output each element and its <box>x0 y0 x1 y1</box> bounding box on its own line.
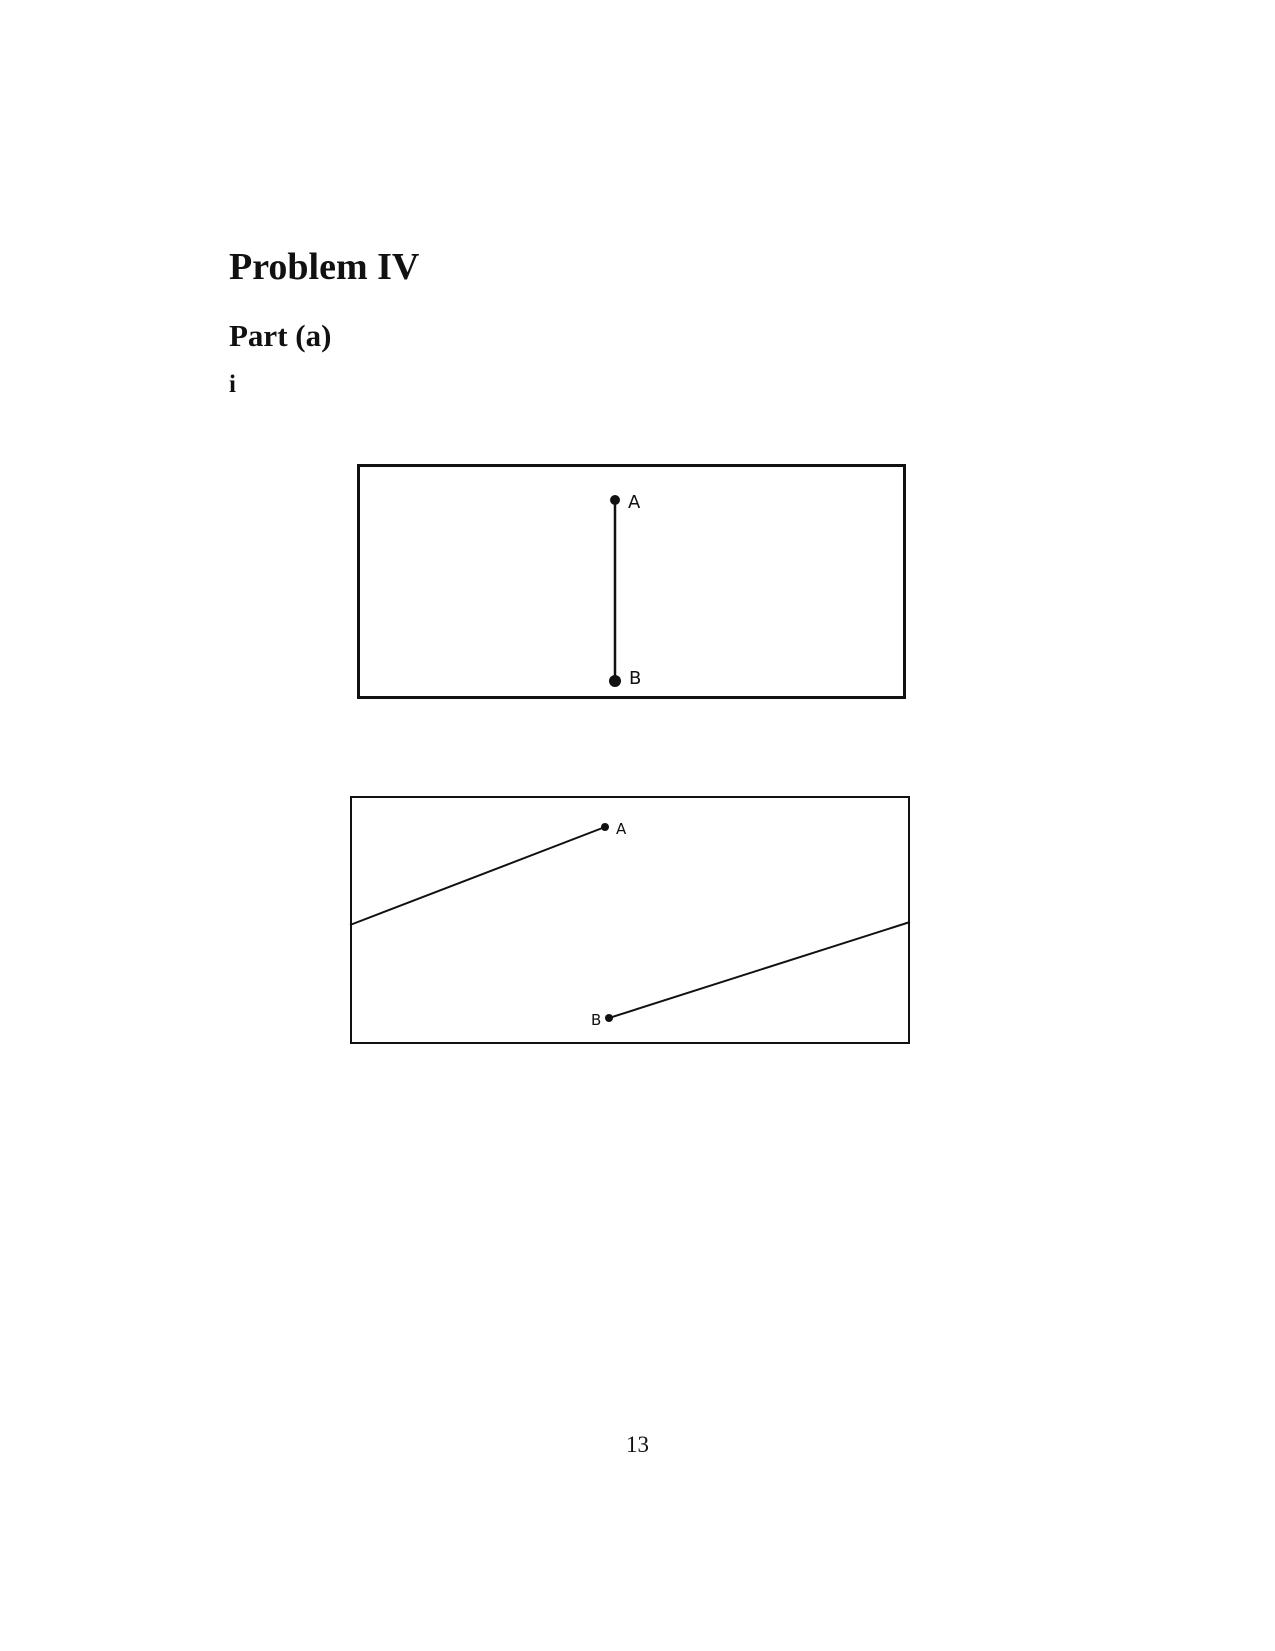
figure-vertical-segment <box>357 464 906 699</box>
part-heading: Part (a) <box>229 318 332 353</box>
point-a-label: A <box>628 492 641 513</box>
segment-a-to-left-edge <box>350 827 605 925</box>
segment-b-to-right-edge <box>609 922 910 1018</box>
problem-title: Problem IV <box>229 246 420 288</box>
point-a <box>610 495 620 505</box>
point-a-label: A <box>616 820 627 838</box>
figure-frame <box>351 797 909 1043</box>
point-b <box>609 675 621 687</box>
point-b-label: B <box>629 668 642 689</box>
point-b <box>605 1014 613 1022</box>
point-a <box>601 823 609 831</box>
figure-wrapped-segment <box>350 796 910 1044</box>
subpart-heading: i <box>229 371 236 398</box>
point-b-label: B <box>591 1011 602 1029</box>
page-number: 13 <box>626 1432 649 1457</box>
